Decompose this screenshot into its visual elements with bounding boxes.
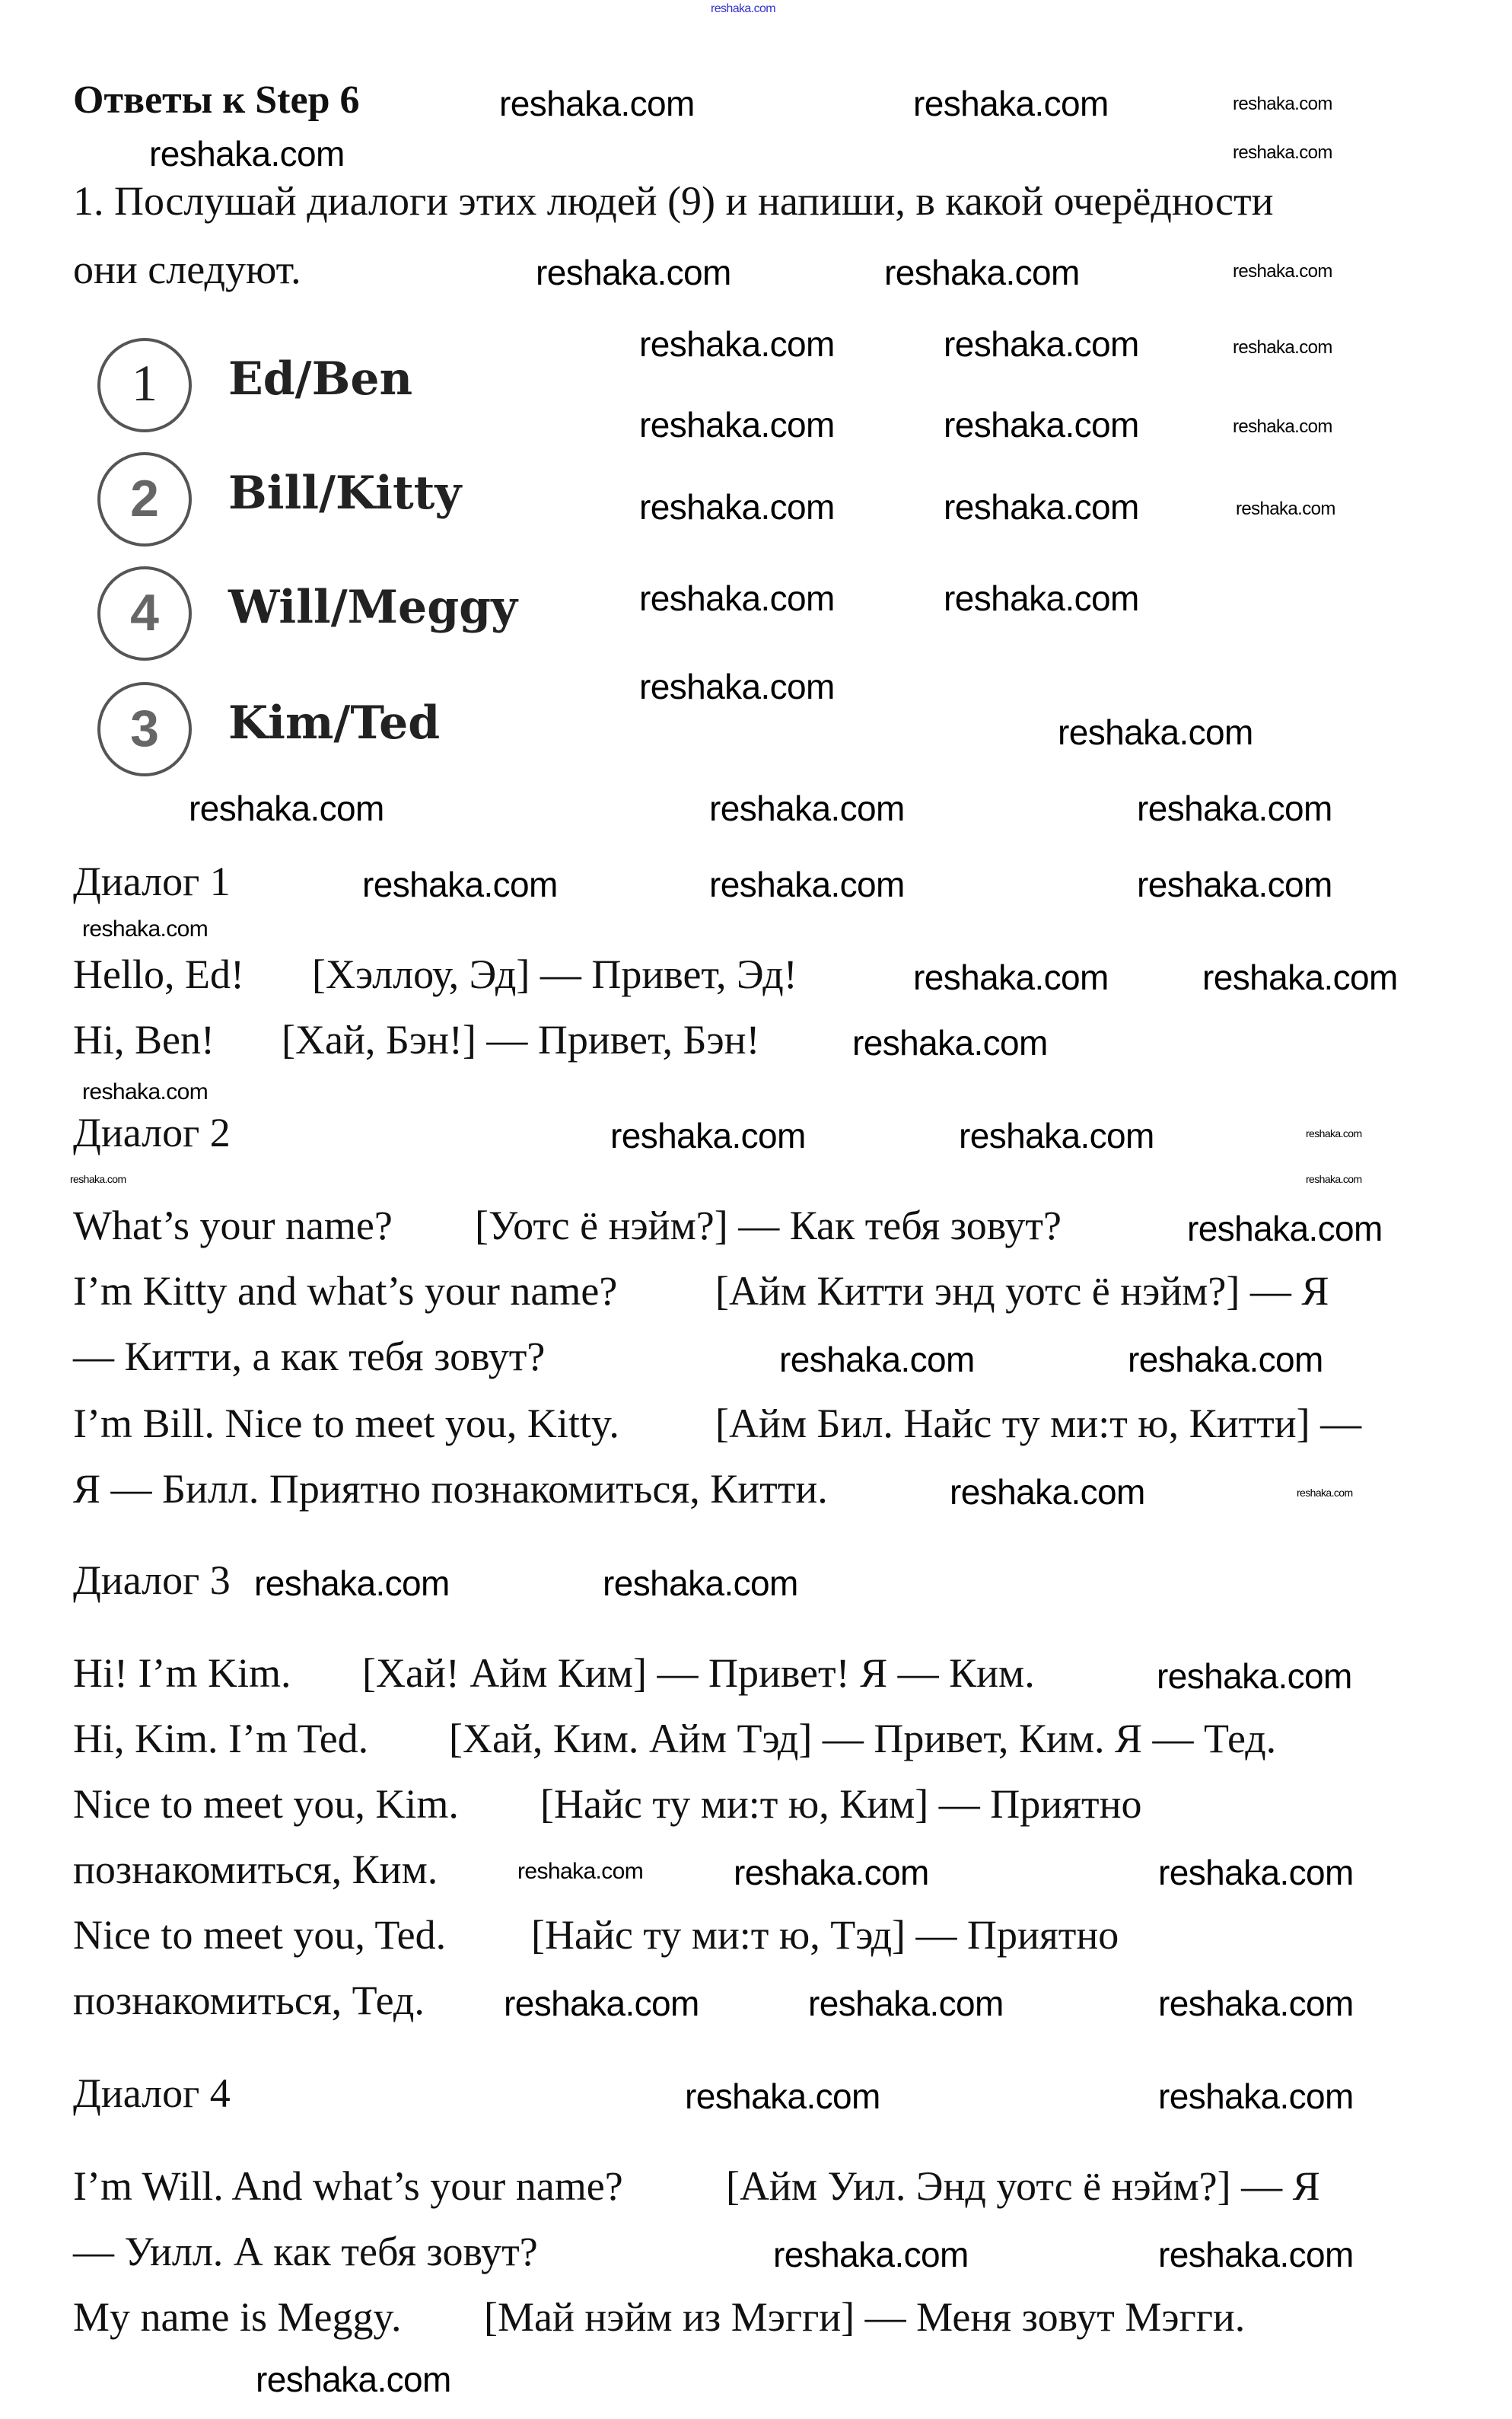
watermark: reshaka.com bbox=[1236, 498, 1335, 519]
task-text-line-1: 1. Послушай диалоги этих людей (9) и напиши, в какой очерёдности bbox=[73, 178, 1274, 224]
watermark: reshaka.com bbox=[1306, 1130, 1362, 1140]
watermark: reshaka.com bbox=[808, 1984, 1004, 2023]
watermark: reshaka.com bbox=[913, 958, 1109, 997]
dialog-line-en: I’m Bill. Nice to meet you, Kitty. bbox=[73, 1401, 619, 1446]
watermark: reshaka.com bbox=[362, 865, 558, 904]
watermark: reshaka.com bbox=[773, 2235, 969, 2274]
watermark: reshaka.com bbox=[1158, 2076, 1354, 2116]
watermark: reshaka.com bbox=[603, 1563, 798, 1603]
watermark: reshaka.com bbox=[709, 865, 905, 904]
circled-number: 1 bbox=[97, 338, 192, 432]
dialog-line-ru: [Айм Китти энд уотс ё нэйм?] — Я bbox=[715, 1268, 1329, 1314]
watermark: reshaka.com bbox=[82, 916, 208, 942]
watermark: reshaka.com bbox=[1158, 1853, 1354, 1892]
watermark: reshaka.com bbox=[709, 789, 905, 828]
watermark: reshaka.com bbox=[779, 1340, 975, 1379]
watermark: reshaka.com bbox=[1233, 93, 1332, 114]
dialog-heading: Диалог 2 bbox=[73, 1110, 231, 1155]
task-text-line-2: они следуют. bbox=[73, 247, 301, 292]
watermark: reshaka.com bbox=[536, 253, 731, 292]
watermark: reshaka.com bbox=[685, 2076, 880, 2116]
dialog-line-ru: [Хай, Бэн!] — Привет, Бэн! bbox=[282, 1017, 760, 1063]
dialog-line-ru: [Май нэйм из Мэгги] — Меня зовут Мэгги. bbox=[484, 2294, 1246, 2340]
watermark: reshaka.com bbox=[610, 1116, 806, 1155]
circled-number: 4 bbox=[97, 566, 192, 661]
dialog-line-ru: [Айм Бил. Найс ту ми:т ю, Китти] — bbox=[715, 1401, 1362, 1446]
watermark: reshaka.com bbox=[517, 1859, 644, 1885]
watermark: reshaka.com bbox=[711, 2, 775, 15]
watermark: reshaka.com bbox=[639, 578, 835, 618]
watermark: reshaka.com bbox=[884, 253, 1080, 292]
watermark: reshaka.com bbox=[944, 487, 1139, 527]
watermark: reshaka.com bbox=[70, 1175, 126, 1186]
dialog-line-en: Hi, Kim. I’m Ted. bbox=[73, 1716, 369, 1761]
watermark: reshaka.com bbox=[1187, 1209, 1383, 1248]
dialog-line-ru: [Хэллоу, Эд] — Привет, Эд! bbox=[312, 951, 797, 997]
dialog-line-en: Nice to meet you, Kim. bbox=[73, 1781, 459, 1827]
watermark: reshaka.com bbox=[913, 84, 1109, 123]
dialog-line-en: Hi, Ben! bbox=[73, 1017, 215, 1063]
dialog-heading: Диалог 1 bbox=[73, 859, 231, 904]
watermark: reshaka.com bbox=[639, 667, 835, 706]
order-names: Will/Meggy bbox=[228, 582, 517, 635]
circled-number: 2 bbox=[97, 452, 192, 547]
watermark: reshaka.com bbox=[149, 134, 345, 174]
watermark: reshaka.com bbox=[1058, 712, 1253, 752]
dialog-line-continued: познакомиться, Тед. bbox=[73, 1978, 425, 2023]
watermark: reshaka.com bbox=[1128, 1340, 1323, 1379]
watermark: reshaka.com bbox=[944, 324, 1139, 364]
watermark: reshaka.com bbox=[1158, 2235, 1354, 2274]
watermark: reshaka.com bbox=[1233, 142, 1332, 163]
dialog-line-ru: [Хай, Ким. Айм Тэд] — Привет, Ким. Я — Тед. bbox=[449, 1716, 1277, 1761]
watermark: reshaka.com bbox=[504, 1984, 699, 2023]
dialog-line-ru: [Найс ту ми:т ю, Тэд] — Приятно bbox=[531, 1912, 1119, 1958]
page-title: Ответы к Step 6 bbox=[73, 78, 360, 122]
dialog-line-ru: [Уотс ё нэйм?] — Как тебя зовут? bbox=[475, 1203, 1062, 1248]
dialog-line-en: Hi! I’m Kim. bbox=[73, 1650, 291, 1696]
watermark: reshaka.com bbox=[256, 2360, 451, 2399]
watermark: reshaka.com bbox=[950, 1472, 1145, 1512]
dialog-line-continued: — Уилл. А как тебя зовут? bbox=[73, 2229, 538, 2274]
dialog-line-en: Hello, Ed! bbox=[73, 951, 244, 997]
dialog-line-en: I’m Will. And what’s your name? bbox=[73, 2163, 623, 2209]
dialog-line-continued: познакомиться, Ким. bbox=[73, 1847, 438, 1892]
watermark: reshaka.com bbox=[1233, 336, 1332, 358]
order-names: Bill/Kitty bbox=[228, 467, 462, 521]
dialog-line-continued: Я — Билл. Приятно познакомиться, Китти. bbox=[73, 1466, 828, 1512]
watermark: reshaka.com bbox=[852, 1023, 1048, 1063]
dialog-line-ru: [Хай! Айм Ким] — Привет! Я — Ким. bbox=[362, 1650, 1035, 1696]
watermark: reshaka.com bbox=[499, 84, 695, 123]
dialog-line-en: My name is Meggy. bbox=[73, 2294, 402, 2340]
dialog-line-en: I’m Kitty and what’s your name? bbox=[73, 1268, 618, 1314]
dialog-line-en: What’s your name? bbox=[73, 1203, 393, 1248]
order-names: Ed/Ben bbox=[228, 353, 413, 406]
dialog-line-continued: — Китти, а как тебя зовут? bbox=[73, 1334, 546, 1379]
watermark: reshaka.com bbox=[639, 405, 835, 445]
watermark: reshaka.com bbox=[1306, 1175, 1362, 1186]
watermark: reshaka.com bbox=[639, 324, 835, 364]
dialog-line-en: Nice to meet you, Ted. bbox=[73, 1912, 447, 1958]
watermark: reshaka.com bbox=[1137, 865, 1332, 904]
watermark: reshaka.com bbox=[959, 1116, 1154, 1155]
watermark: reshaka.com bbox=[1157, 1656, 1352, 1696]
circled-number: 3 bbox=[97, 682, 192, 776]
watermark: reshaka.com bbox=[254, 1563, 450, 1603]
watermark: reshaka.com bbox=[1233, 260, 1332, 282]
watermark: reshaka.com bbox=[639, 487, 835, 527]
dialog-line-ru: [Найс ту ми:т ю, Ким] — Приятно bbox=[540, 1781, 1142, 1827]
dialog-heading: Диалог 4 bbox=[73, 2070, 231, 2116]
watermark: reshaka.com bbox=[1297, 1489, 1353, 1500]
dialog-heading: Диалог 3 bbox=[73, 1557, 231, 1603]
watermark: reshaka.com bbox=[1137, 789, 1332, 828]
watermark: reshaka.com bbox=[734, 1853, 929, 1892]
watermark: reshaka.com bbox=[189, 789, 384, 828]
watermark: reshaka.com bbox=[944, 405, 1139, 445]
dialog-line-ru: [Айм Уил. Энд уотс ё нэйм?] — Я bbox=[726, 2163, 1320, 2209]
watermark: reshaka.com bbox=[1158, 1984, 1354, 2023]
watermark: reshaka.com bbox=[1202, 958, 1398, 997]
watermark: reshaka.com bbox=[82, 1079, 208, 1105]
order-names: Kim/Ted bbox=[228, 697, 441, 751]
watermark: reshaka.com bbox=[944, 578, 1139, 618]
watermark: reshaka.com bbox=[1233, 416, 1332, 437]
